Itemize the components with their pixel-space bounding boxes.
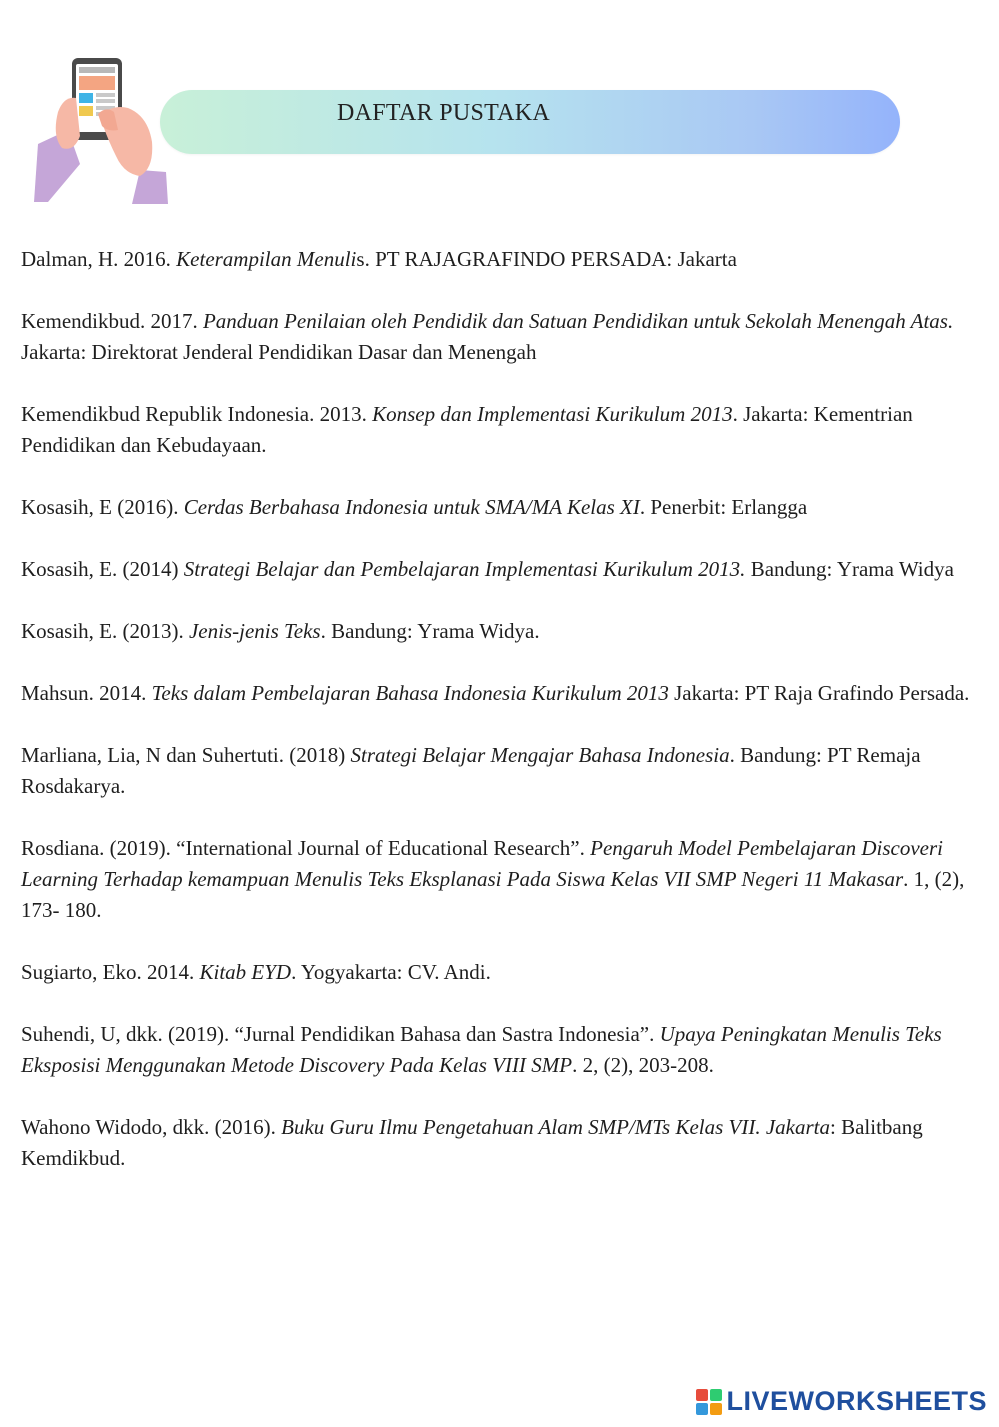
page-title: DAFTAR PUSTAKA	[337, 100, 551, 126]
reference-text: Dalman, H. 2016.	[21, 247, 177, 271]
reference-text: Jakarta: PT Raja Grafindo Persada.	[668, 681, 970, 705]
logo-square	[696, 1403, 708, 1415]
reference-title: Buku Guru Ilmu Pengetahuan Alam SMP/MTs Kelas VII. Jakarta	[281, 1115, 830, 1139]
reference-text: Kosasih, E (2016).	[21, 495, 184, 519]
reference-text: . Jakarta: Kementrian Pendidikan dan Kebudayaan.	[21, 402, 913, 457]
reference-text: . Penerbit: Erlangga	[639, 495, 808, 519]
reference-entry	[21, 833, 971, 926]
reference-text: Sugiarto, Eko. 2014.	[21, 960, 200, 984]
reference-entry	[21, 244, 971, 275]
liveworksheets-logo-icon	[696, 1389, 722, 1415]
reference-title: Pengaruh Model Pembelajaran Discoveri Learning Terhadap kemampuan Menulis Teks Eksplanasi Pada Siswa Kelas VII SMP Negeri 11 Makasar	[21, 836, 943, 891]
reference-text: . Bandung: Yrama Widya.	[320, 619, 540, 643]
reference-text: Kosasih, E. (2014)	[21, 557, 184, 581]
reference-title: Jenis-jenis Teks	[188, 619, 321, 643]
page-header	[0, 0, 999, 215]
reference-text: Jakarta: Direktorat Jenderal Pendidikan Dasar dan Menengah	[21, 340, 537, 364]
reference-text: Rosdiana. (2019). “International Journal of Educational Research”.	[21, 836, 591, 860]
title-banner	[160, 90, 900, 154]
reference-entry	[21, 1019, 971, 1081]
reference-title: Konsep dan Implementasi Kurikulum 2013	[372, 402, 733, 426]
reference-list	[21, 244, 971, 1205]
hands-holding-phone-icon	[28, 52, 178, 208]
reference-entry	[21, 1112, 971, 1174]
brand-footer[interactable]	[696, 1386, 987, 1417]
reference-entry	[21, 492, 971, 523]
reference-text: : Balitbang Kemdikbud.	[21, 1115, 923, 1170]
reference-text: Kemendikbud. 2017.	[21, 309, 203, 333]
reference-text: Wahono Widodo, dkk. (2016).	[21, 1115, 282, 1139]
reference-entry	[21, 678, 971, 709]
logo-square	[710, 1389, 722, 1401]
reference-title: Panduan Penilaian oleh Pendidik dan Satuan Pendidikan untuk Sekolah Menengah Atas.	[202, 309, 954, 333]
logo-square	[696, 1389, 708, 1401]
logo-square	[710, 1403, 722, 1415]
reference-text: . Bandung: PT Remaja Rosdakarya.	[21, 743, 921, 798]
reference-entry	[21, 740, 971, 802]
reference-title: Upaya Peningkatan Menulis Teks Eksposisi Menggunakan Metode Discovery Pada Kelas VIII SMP	[21, 1022, 942, 1077]
reference-text: . Yogyakarta: CV. Andi.	[291, 960, 491, 984]
reference-entry	[21, 957, 971, 988]
reference-text: Kosasih, E. (2013).	[21, 619, 189, 643]
reference-title: Cerdas Berbahasa Indonesia untuk SMA/MA Kelas XI	[183, 495, 640, 519]
reference-entry	[21, 616, 971, 647]
reference-text: Suhendi, U, dkk. (2019). “Jurnal Pendidikan Bahasa dan Sastra Indonesia”.	[21, 1022, 660, 1046]
reference-text: Kemendikbud Republik Indonesia. 2013.	[21, 402, 373, 426]
reference-text: Mahsun. 2014.	[21, 681, 152, 705]
reference-title: Kitab EYD	[199, 960, 292, 984]
reference-text: Bandung: Yrama Widya	[745, 557, 954, 581]
reference-text: . 1, (2), 173- 180.	[21, 867, 965, 922]
reference-text: s. PT RAJAGRAFINDO PERSADA: Jakarta	[356, 247, 737, 271]
reference-title: Strategi Belajar dan Pembelajaran Implementasi Kurikulum 2013.	[183, 557, 746, 581]
reference-title: Teks dalam Pembelajaran Bahasa Indonesia Kurikulum 2013	[151, 681, 669, 705]
reference-entry	[21, 399, 971, 461]
reference-text: . 2, (2), 203-208.	[572, 1053, 714, 1077]
reference-title: Strategi Belajar Mengajar Bahasa Indonesia	[350, 743, 730, 767]
reference-title: Keterampilan Menuli	[176, 247, 357, 271]
reference-entry	[21, 306, 971, 368]
reference-entry	[21, 554, 971, 585]
reference-text: Marliana, Lia, N dan Suhertuti. (2018)	[21, 743, 351, 767]
brand-name: LIVEWORKSHEETS	[726, 1386, 987, 1416]
